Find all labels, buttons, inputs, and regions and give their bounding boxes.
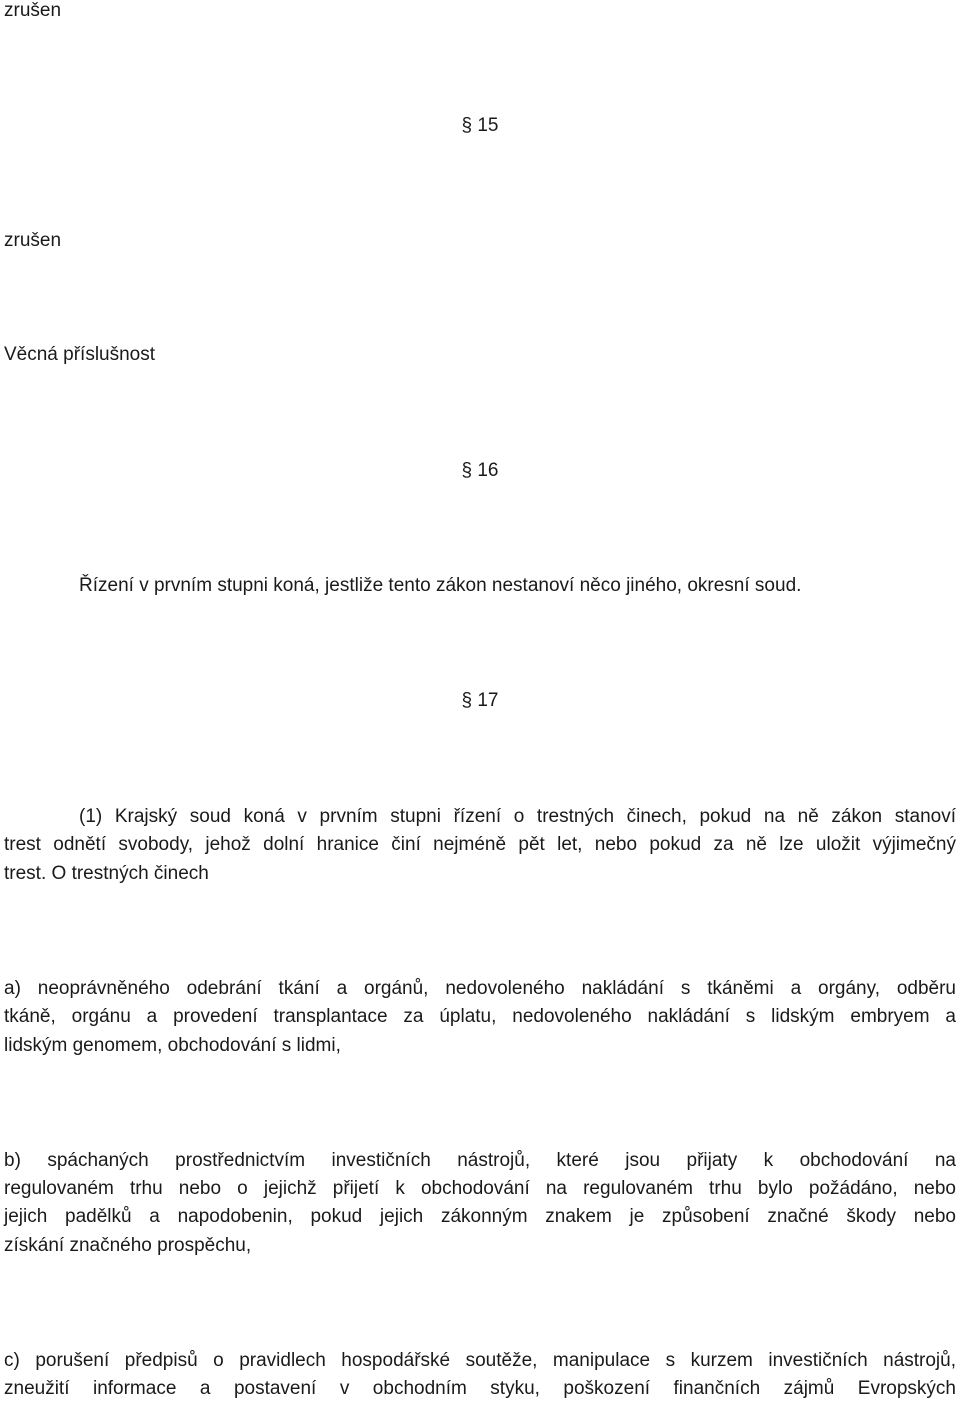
paragraph-text: Řízení v prvním stupni koná, jestliže tento zákon nestanoví něco jiného, okresní soud. (79, 575, 802, 596)
paragraph-line: trest odnětí svobody, jehož dolní hranice činí nejméně pět let, nebo pokud za ně lze uložit výjimečný (4, 834, 956, 855)
paragraph-line: regulovaném trhu nebo o jejichž přijetí k obchodování na regulovaném trhu bylo požádáno, nebo (4, 1178, 956, 1199)
repealed-note: zrušen (4, 0, 62, 21)
repealed-note: zrušen (4, 230, 62, 251)
paragraph-line: (1) Krajský soud koná v prvním stupni řízení o trestných činech, pokud na ně zákon stanoví (79, 806, 956, 827)
paragraph-line: tkáně, orgánu a provedení transplantace za úplatu, nedovoleného nakládání s lidským embryem a (4, 1006, 956, 1027)
paragraph-line: trest. O trestných činech (4, 863, 209, 884)
section-heading-16: § 16 (461, 460, 499, 481)
paragraph-line: lidským genomem, obchodování s lidmi, (4, 1035, 341, 1056)
paragraph-line: jejich padělků a napodobenin, pokud jejich zákonným znakem je způsobení značné škody nebo (4, 1206, 956, 1227)
section-heading-15: § 15 (461, 115, 499, 136)
paragraph-line: c) porušení předpisů o pravidlech hospodářské soutěže, manipulace s kurzem investičních nástrojů, (4, 1350, 956, 1371)
section-heading-17: § 17 (461, 690, 499, 711)
paragraph-line: b) spáchaných prostřednictvím investičních nástrojů, které jsou přijaty k obchodování na (4, 1150, 956, 1171)
paragraph-line: získání značného prospěchu, (4, 1235, 252, 1256)
paragraph-line: a) neoprávněného odebrání tkání a orgánů, nedovoleného nakládání s tkáněmi a orgány, odběru (4, 978, 956, 999)
subject-heading: Věcná příslušnost (4, 344, 156, 365)
paragraph-line: zneužití informace a postavení v obchodním styku, poškození finančních zájmů Evropských (4, 1378, 956, 1399)
